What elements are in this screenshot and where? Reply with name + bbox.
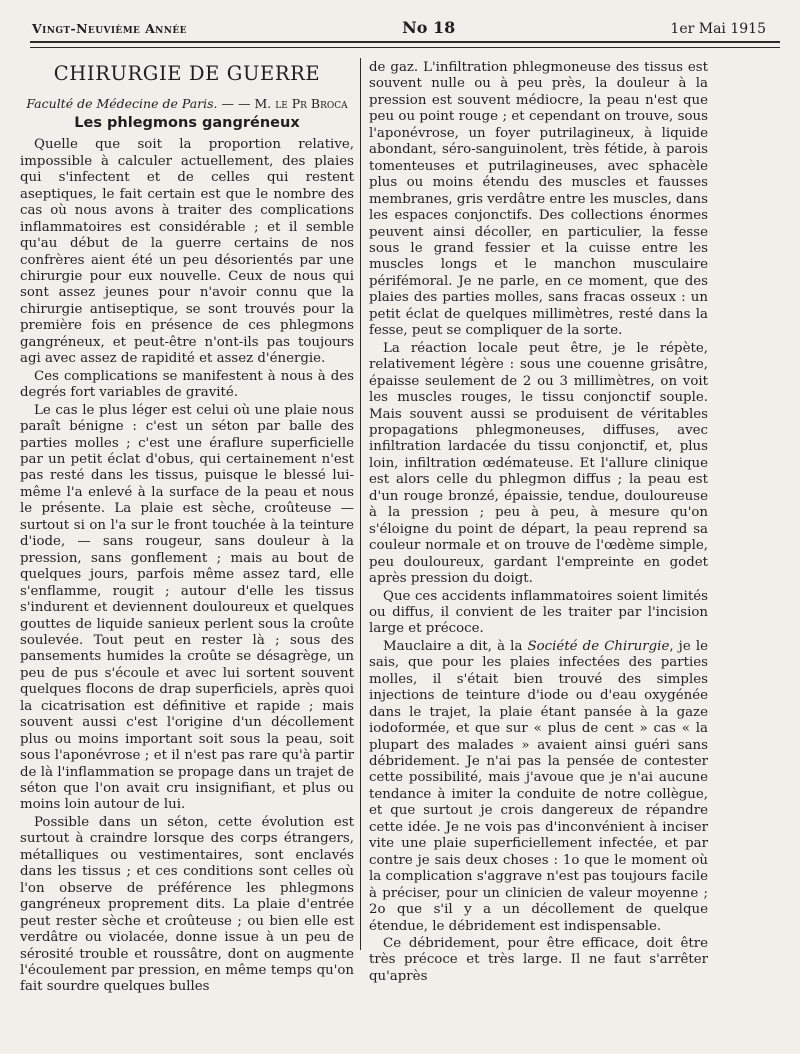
- paragraph: Le cas le plus léger est celui où une plaie nous paraît bénigne : c'est un séton par balle des parties molles ; c'est une éraflure superficielle par un petit éclat d'obus, qui certainement n'est pas resté dans les tissus, puisque le blessé lui-même l'a enlevé à la surface de la peau et nous le présente. La plaie est sèche, croûteuse — surtout si on l'a sur le front touchée à la teinture d'iode, — sans rougeur, sans douleur à la pression, sans gonflement ; mais au bout de quelques jours, parfois même assez tard, elle s'enflamme, rougit ; autour d'elle les tissus s'indurent et deviennent douloureux et quelques gouttes de liquide sanieux perlent sous la croûte soulevée. Tout peut en rester là ; sous des pansements humides la croûte se désagrège, un peu de pus s'écoule et avec lui sortent souvent quelques flocons de drap superficiels, après quoi la cicatrisation est définitive et rapide ; mais souvent aussi c'est l'origine d'un décollement plus ou moins important soit sous la peau, soit sous l'aponévrose ; et il n'est pas rare qu'à partir de là l'inflammation se propage dans un trajet de séton que l'on avait cru insignifiant, et plus ou moins loin autour de lui.: [20, 402, 354, 813]
- paragraph: de gaz. L'infiltration phlegmoneuse des tissus est souvent nulle ou à peu près, la douleur à la pression est souvent médiocre, la peau n'est que peu ou point rouge ; et cependant on trouve, sous l'aponévrose, un foyer putrilagineux, à liquide abondant, séro-sanguinolent, très fétide, à parois tomenteuses et putrilagineuses, avec sphacèle plus ou moins étendu des muscles et fausses membranes, gris verdâtre entre les muscles, dans les espaces conjonctifs. Des collections énormes peuvent ainsi décoller, en particulier, la fesse sous le grand fessier et la cuisse entre les muscles longs et le manchon musculaire périfémoral. Je ne parle, en ce moment, que des plaies des parties molles, sans fracas osseux : un petit éclat de quelques millimètres, resté dans la fesse, peut se compliquer de la sorte.: [369, 60, 708, 339]
- left-column: [20, 60, 354, 996]
- paragraph: Ces complications se manifestent à nous à des degrés fort variables de gravité.: [20, 368, 354, 401]
- paragraph: Que ces accidents inflammatoires soient limités ou diffus, il convient de les traiter par l'incision large et précoce.: [369, 588, 708, 637]
- paragraph: Ce débridement, pour être efficace, doit être très précoce et très large. Il ne faut s'arrêter qu'après: [369, 936, 708, 984]
- paragraph: Possible dans un séton, cette évolution est surtout à craindre lorsque des corps étrangers, métalliques ou vestimentaires, sont enclavés dans les tissus ; et ces conditions sont celles où l'on observe de préférence les phlegmons gangréneux proprement dits. La plaie d'entrée peut rester sèche et croûteuse ; ou bien elle est verdâtre ou violacée, donne issue à un peu de sérosité trouble et roussâtre, dont on augmente l'écoulement par pression, en même temps qu'on fait sourdre quelques bulles: [20, 814, 354, 995]
- issue-date: 1er Mai 1915: [670, 21, 766, 37]
- paragraph-text: , je le sais, que pour les plaies infectées des parties molles, il s'était bien trouvé des simples injections de teinture d'iode ou d'eau oxygénée dans le trajet, la plaie étant pansée à la gaze iodoformée, et que sur « plus de cent » cas « la plupart des malades » avaient ainsi guéri sans débridement. Je n'ai pas la pensée de contester cette possibilité, mais j'avoue que je n'ai aucune tendance à imiter la conduite de notre collègue, et que surtout je crois dangereux de répandre cette idée. Je ne vois pas d'inconvénient à inciser vite une plaie superficiellement infectée, et par contre je sais deux choses : 1o que le moment où la complication s'aggrave n'est pas toujours facile à préciser, pour un clinicien de valeur moyenne ; 2o que s'il y a un décollement de quelque étendue, le débridement est indispensable.: [369, 638, 708, 934]
- paragraph: [369, 639, 708, 935]
- byline-faculty: Faculté de Médecine de Paris.: [26, 96, 218, 112]
- running-header: [32, 18, 766, 42]
- paragraph-text: Mauclaire a dit, à la: [383, 638, 528, 654]
- issue-number: No 18: [402, 18, 456, 37]
- volume-label: Vingt-Neuvième Année: [32, 21, 187, 36]
- header-rule: [30, 41, 780, 48]
- society-name: Société de Chirurgie: [527, 638, 670, 654]
- byline: [20, 96, 354, 112]
- byline-dashes: — —: [221, 96, 251, 112]
- byline-author: M. le Pr Broca: [254, 96, 348, 112]
- section-title: CHIRURGIE DE GUERRE: [53, 62, 321, 85]
- article-title: Les phlegmons gangréneux: [74, 114, 300, 131]
- column-rule: [360, 58, 361, 950]
- paragraph: Quelle que soit la proportion relative, impossible à calculer actuellement, des plaies qui s'infectent et de celles qui restent aseptiques, le fait certain est que le nombre des cas où nous avons à traiter des complications inflammatoires est considérable ; et il semble qu'au début de la guerre certains de nos confrères aient été un peu désorientés par une chirurgie pour eux nouvelle. Ceux de nous qui sont assez jeunes pour n'avoir connu que la chirurgie antiseptique, se sont trouvés pour la première fois en présence de ces phlegmons gangréneux, et peut-être n'ont-ils pas toujours agi avec assez de rapidité et assez d'énergie.: [20, 137, 354, 367]
- paragraph: La réaction locale peut être, je le répète, relativement légère : sous une couenne grisâtre, épaisse seulement de 2 ou 3 millimètres, on voit les muscles rouges, le tissu conjonctif souple. Mais souvent aussi se produisent de véritables propagations phlegmoneuses, diffuses, avec infiltration lardacée du tissu conjonctif, et, plus loin, infiltration œdémateuse. Et l'allure clinique est alors celle du phlegmon diffus ; la peau est d'un rouge bronzé, épaissie, tendue, douloureuse à la pression ; peu à peu, à mesure qu'on s'éloigne du point de départ, la peau reprend sa couleur normale et on trouve de l'œdème simple, peu douloureux, gardant l'empreinte en godet après pression du doigt.: [369, 340, 708, 587]
- right-column: [369, 60, 708, 985]
